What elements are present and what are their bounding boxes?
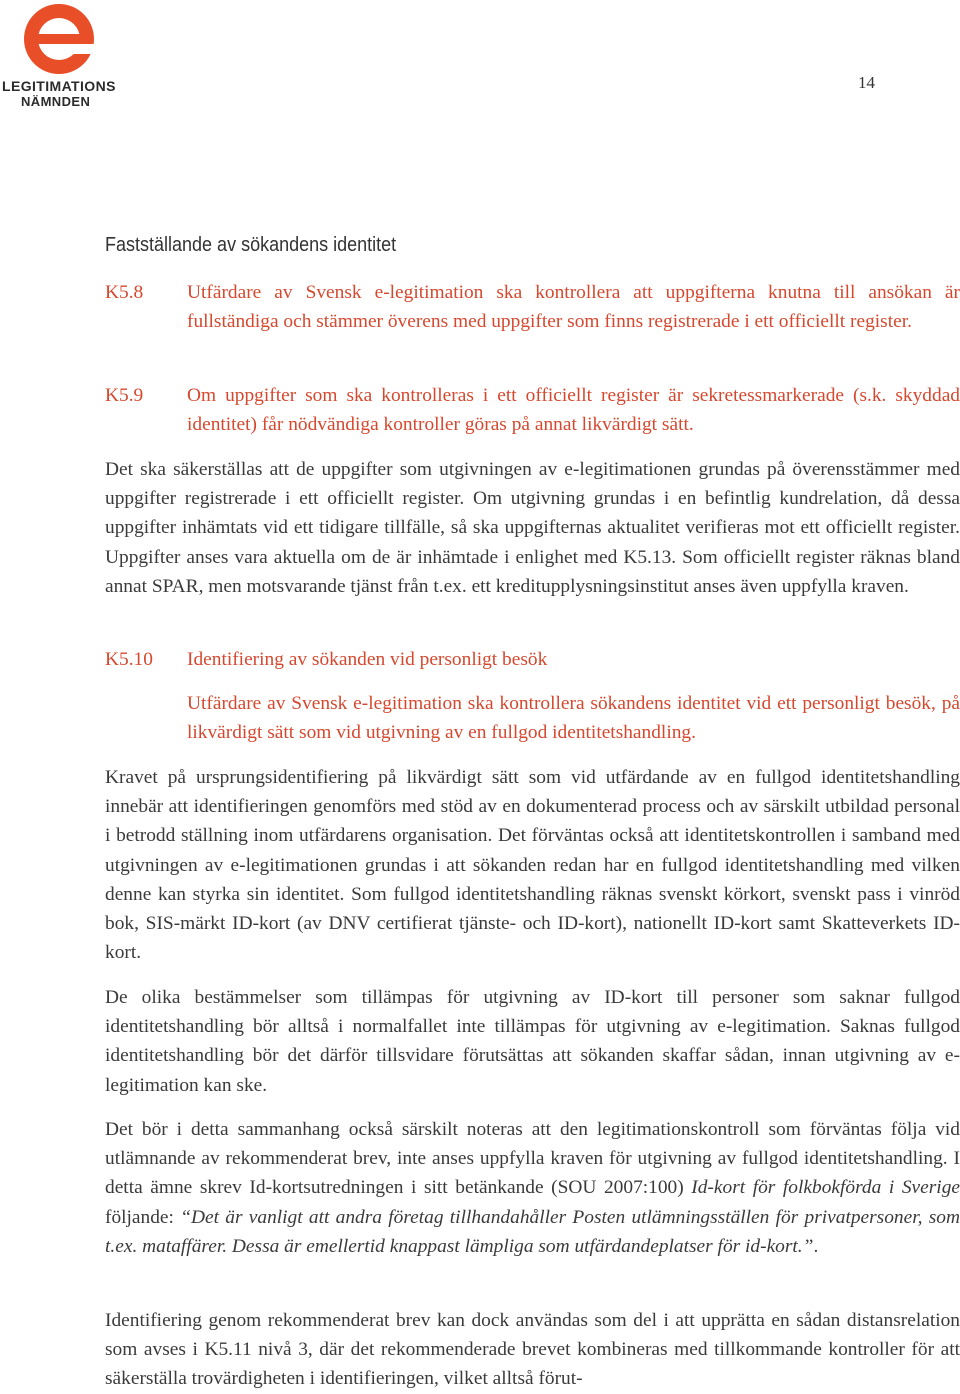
requirement-text-k5-9: Om uppgifter som ska kontrolleras i ett officiellt register är sekretessmarkerade (s.k. skyddad identitet) får nödvändiga kontroller göras på annat likvärdigt sätt.	[187, 385, 960, 436]
logo-e-icon	[22, 2, 96, 76]
requirement-id-k5-9: K5.9	[105, 385, 144, 406]
cited-quote: “Det är vanligt att andra företag tillhandahåller Posten utlämningsställen för privatpersoner, som t.ex. mataffärer. Dessa är emellertid knappast lämpliga som utfärdandeplatser för id-kort.”	[105, 1206, 960, 1257]
requirement-title-k5-10: Identifiering av sökanden vid personligt besök	[187, 649, 548, 670]
paragraph-registered-letter	[105, 1115, 960, 1261]
paragraph-registered-letter-connector: följande:	[105, 1206, 181, 1228]
paragraph-origin-identification: Kravet på ursprungsidentifiering på likvärdigt sätt som vid utfärdande av en fullgod identitetshandling innebär att identifieringen genomförs med stöd av en dokumenterad process och av särskilt utbildad personal i betrodd ställning inom utfärdarens organisation. Det förväntas också att identitetskontrollen i samband med utgivningen av e-legitimationen grundas i att sökanden redan har en fullgod identitetshandling med vilken denne kan styrka sin identitet. Som fullgod identitetshandling räknas svenskt körkort, svenskt pass i vinröd bok, SIS-märkt ID-kort (av DNV certifierat tjänste- och ID-kort), nationellt ID-kort samt Skatteverkets ID-kort.	[105, 767, 960, 964]
paragraph-id-card-rules: De olika bestämmelser som tillämpas för utgivning av ID-kort till personer som saknar fullgod identitetshandling bör alltså i normalfallet inte tillämpas för utgivning av e-legitimation. Saknas fullgod identitetshandling bör det därför tillsvidare förutsättas att sökanden skaffar sådan, innan utgivning av e-legitimation kan ske.	[105, 987, 960, 1096]
paragraph-registered-letter-text: Det bör i detta sammanhang också särskilt noteras att den legitimationskontroll som förväntas följa vid utlämnande av rekommenderat brev, inte anses uppfylla kraven för utgivning av fullgod identitetshandling. I detta ämne skrev Id-kortsutredningen i sitt betänkande (SOU 2007:100)	[105, 1119, 960, 1199]
section-heading: Fastställande av sökandens identitet	[105, 234, 397, 256]
cited-report-title: Id-kort för folkbokförda i Sverige	[691, 1177, 960, 1199]
requirement-text-k5-8: Utfärdare av Svensk e-legitimation ska kontrollera att uppgifterna knutna till ansökan är fullständiga och stämmer överens med uppgifter som finns registrerade i ett officiellt register.	[187, 282, 960, 333]
requirement-id-k5-8: K5.8	[105, 282, 144, 303]
logo-text-line2: NÄMNDEN	[21, 94, 91, 109]
paragraph-distance-relation: Identifiering genom rekommenderat brev kan dock användas som del i att upprätta en sådan distansrelation som avses i K5.11 nivå 3, där det rekommenderade brevet kombineras med tillkommande kontroller för att säkerställa trovärdigheten i identifieringen, vilket alltså förut-	[105, 1310, 960, 1390]
logo-text-line1: LEGITIMATIONS	[2, 78, 116, 94]
page-number: 14	[858, 73, 875, 92]
paragraph-registered-letter-end: .	[813, 1235, 819, 1257]
requirement-text-k5-10: Utfärdare av Svensk e-legitimation ska kontrollera sökandens identitet vid ett personligt besök, på likvärdigt sätt som vid utgivning av en fullgod identitetshandling.	[187, 693, 960, 744]
requirement-id-k5-10: K5.10	[105, 649, 153, 670]
paragraph-official-register: Det ska säkerställas att de uppgifter som utgivningen av e-legitimationen grundas på överensstämmer med uppgifter registrerade i ett officiellt register. Om utgivning grundas i en befintlig kundrelation, då dessa uppgifter inhämtats vid ett tidigare tillfälle, så ska uppgifternas aktualitet verifieras mot ett officiellt register. Uppgifter anses vara aktuella om de är inhämtade i enlighet med K5.13. Som officiellt register räknas bland annat SPAR, men motsvarande tjänst från t.ex. ett kreditupplysningsinstitut anses även uppfylla kraven.	[105, 459, 960, 597]
legitimationsnamnden-logo	[0, 2, 130, 112]
